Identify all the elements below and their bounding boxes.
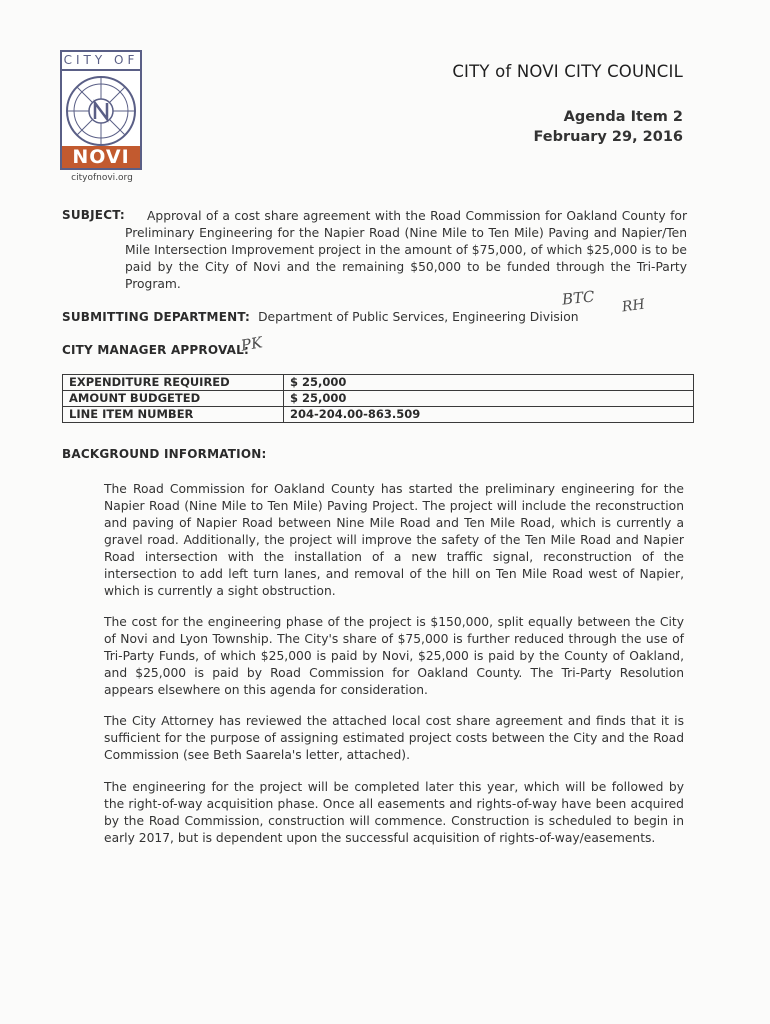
agenda-item: Agenda Item 2 (563, 109, 683, 125)
background-paragraph: The engineering for the project will be completed later this year, which will be followed by the right-of-way acquisition phase. Once all easements and rights-of-way have been acquired by the Road Commission, construction will commence. Construction is scheduled to begin in early 2017, but is dependent upon the successful acquisition of rights-of-way/easements. (104, 780, 684, 845)
logo-city-text: CITY OF (62, 52, 140, 71)
initials-btc: BTC (561, 287, 596, 309)
logo-url: cityofnovi.org (71, 173, 133, 183)
city-logo (60, 50, 144, 183)
initials-rh: RH (620, 296, 646, 316)
budget-label-cell: EXPENDITURE REQUIRED (63, 375, 284, 391)
background-label: BACKGROUND INFORMATION: (62, 447, 267, 461)
council-title: CITY of NOVI CITY COUNCIL (452, 62, 683, 81)
manager-approval-section (62, 343, 249, 357)
city-seal-emblem-icon (62, 71, 140, 150)
budget-value-cell: 204-204.00-863.509 (284, 407, 694, 423)
table-row (63, 407, 694, 423)
subject-section (62, 208, 687, 293)
logo-novi-text: NOVI (62, 146, 140, 168)
background-paragraph: The City Attorney has reviewed the attached local cost share agreement and finds that it is sufficient for the purpose of assigning estimated project costs between the City and the Road Commission (see Beth Saarela's letter, attached). (104, 714, 684, 762)
budget-label-cell: LINE ITEM NUMBER (63, 407, 284, 423)
document-header (452, 62, 683, 145)
budget-table (62, 374, 694, 423)
budget-label-cell: AMOUNT BUDGETED (63, 391, 284, 407)
manager-approval-label: CITY MANAGER APPROVAL: (62, 343, 249, 357)
meeting-date: February 29, 2016 (533, 129, 683, 145)
table-row (63, 375, 694, 391)
department-text: Department of Public Services, Engineering Division (258, 310, 579, 324)
department-label: SUBMITTING DEPARTMENT: (62, 310, 251, 324)
initials-pk: PK (239, 333, 264, 355)
subject-text: Approval of a cost share agreement with the Road Commission for Oakland County for Preliminary Engineering for the Napier Road (Nine Mile to Ten Mile) Paving and Napier/Ten Mile Intersection Improvement project in the amount of $75,000, of which $25,000 is to be paid by the City of Novi and the remaining $50,000 to be funded through the Tri-Party Program. (125, 209, 687, 291)
department-section (62, 309, 579, 326)
table-row (63, 391, 694, 407)
background-paragraph: The Road Commission for Oakland County has started the preliminary engineering for the Napier Road (Nine Mile to Ten Mile) Paving Project. The project will include the reconstruction and paving of Napier Road between Nine Mile Road and Ten Mile Road, which is currently a gravel road. Additionally, the project will improve the safety of the Ten Mile Road and Napier Road intersection with the installation of a new traffic signal, reconstruction of the intersection to add left turn lanes, and removal of the hill on Ten Mile Road west of Napier, which is currently a sight obstruction. (104, 482, 684, 598)
background-paragraph: The cost for the engineering phase of the project is $150,000, split equally between the City of Novi and Lyon Township. The City's share of $75,000 is further reduced through the use of Tri-Party Funds, of which $25,000 is paid by Novi, $25,000 is paid by the County of Oakland, and $25,000 is paid by Road Commission for Oakland County. The Tri-Party Resolution appears elsewhere on this agenda for consideration. (104, 615, 684, 697)
subject-label: SUBJECT: (62, 208, 125, 222)
budget-value-cell: $ 25,000 (284, 375, 694, 391)
logo-box (60, 50, 142, 170)
budget-value-cell: $ 25,000 (284, 391, 694, 407)
